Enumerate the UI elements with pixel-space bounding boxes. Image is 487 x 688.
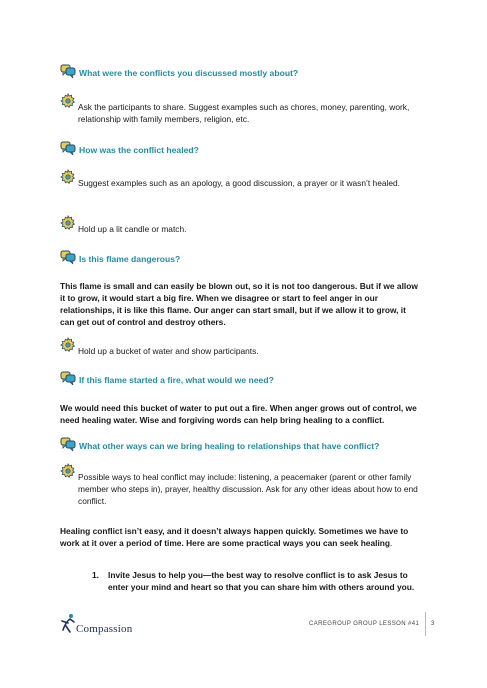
- page-number: 3: [431, 621, 435, 627]
- list-item: [92, 569, 422, 593]
- body-paragraph-2: We would need this bucket of water to put out a fire. When anger grows out of control, we need healing water. Wise and forgiving words can help bring healing to a conflict.: [60, 403, 417, 425]
- discussion-bubbles-icon: [60, 249, 76, 265]
- body-paragraph-3-end: .: [390, 538, 393, 548]
- discussion-bubbles-icon: [60, 370, 76, 386]
- question-5: [60, 436, 430, 452]
- leaping-child-icon: [60, 613, 76, 635]
- instruction-text: Possible ways to heal conflict may include: listening, a peacemaker (parent or other family member who steps in), prayer, healthy discussion. Ask for any other ideas about how to end conflict.: [78, 472, 418, 506]
- footer-divider: [425, 612, 426, 636]
- discussion-bubbles-icon: [60, 436, 76, 452]
- instruction-2: [60, 169, 430, 189]
- question-3: [60, 249, 430, 265]
- body-paragraph-3-bold: Healing conflict isn’t easy, and it doesn’t always happen quickly. Sometimes we have to work at it over a period of time. Here are some practical ways you can seek healing: [60, 526, 409, 548]
- instruction-4: [60, 337, 430, 357]
- discussion-bubbles-icon: [60, 140, 76, 156]
- question-2: [60, 140, 430, 156]
- instruction-text: Hold up a lit candle or match.: [78, 224, 187, 234]
- discussion-bubbles-icon: [60, 63, 76, 79]
- body-paragraph-1: This flame is small and can easily be blown out, so it is not too dangerous. But if we allow it to grow, it would start a big fire. When we disagree or start to feel anger in our relationships, it is like this flame. Our anger can start small, but if we allow it to grow, it can get out of control and destroy others.: [60, 281, 418, 327]
- footer-lesson-label: CAREGROUP GROUP LESSON #41: [309, 621, 420, 627]
- compassion-logo: [60, 613, 132, 635]
- gear-icon: [60, 93, 76, 109]
- list-item-text: Invite Jesus to help you—the best way to resolve conflict is to ask Jesus to enter your mind and heart so that you can share him with others around you.: [108, 570, 415, 592]
- question-1: [60, 63, 430, 79]
- gear-icon: [60, 169, 76, 185]
- logo-wordmark: Compassion: [76, 623, 133, 635]
- gear-icon: [60, 215, 76, 231]
- instruction-3: [60, 215, 430, 235]
- question-text: Is this flame dangerous?: [79, 254, 181, 264]
- list-item-number: 1.: [92, 570, 99, 580]
- question-text: If this flame started a fire, what would we need?: [79, 375, 274, 385]
- body-paragraph-3: [60, 525, 422, 549]
- instruction-text: Suggest examples such as an apology, a good discussion, a prayer or it wasn’t healed.: [78, 178, 401, 188]
- instruction-text: Hold up a bucket of water and show participants.: [78, 346, 259, 356]
- question-text: What were the conflicts you discussed mostly about?: [79, 68, 299, 78]
- gear-icon: [60, 463, 76, 479]
- gear-icon: [60, 337, 76, 353]
- instruction-5: [60, 463, 430, 507]
- question-4: [60, 370, 430, 386]
- instruction-1: [60, 93, 430, 125]
- instruction-text: Ask the participants to share. Suggest examples such as chores, money, parenting, work, relationship with family members, religion, etc.: [78, 102, 410, 124]
- question-text: What other ways can we bring healing to relationships that have conflict?: [79, 441, 380, 451]
- question-text: How was the conflict healed?: [79, 145, 199, 155]
